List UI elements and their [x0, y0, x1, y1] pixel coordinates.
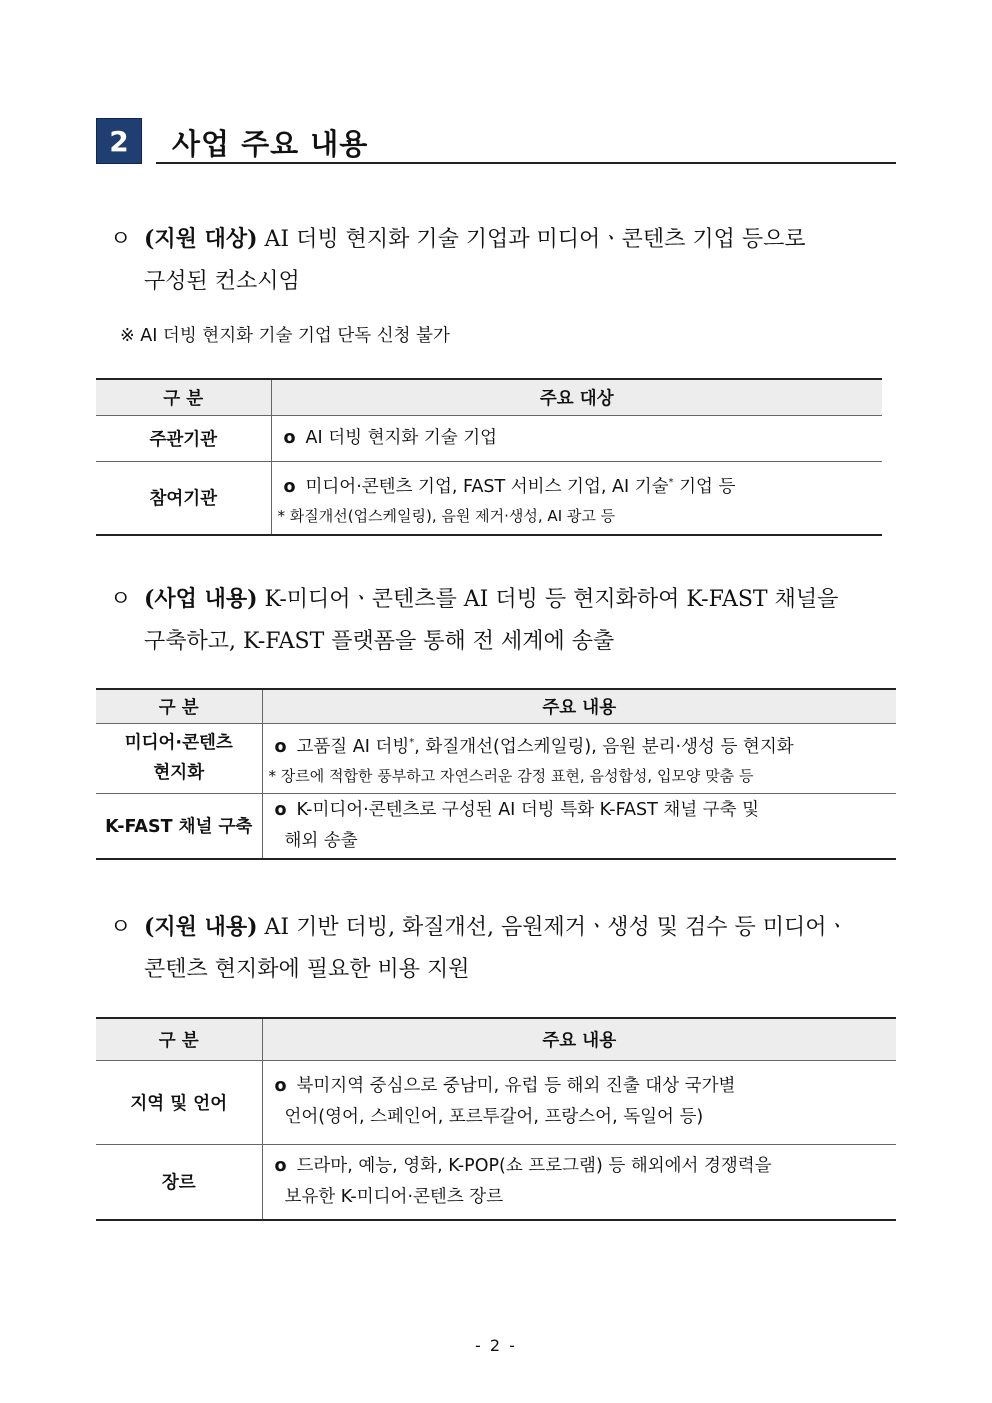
row-content [262, 723, 896, 793]
footnote-mark: * [668, 476, 674, 488]
page-number: - 2 - [475, 1336, 517, 1355]
table-header-row [96, 689, 896, 723]
table-header-row [96, 379, 882, 415]
circle-bullet-icon: o [274, 1155, 287, 1176]
table-row [96, 723, 896, 793]
paragraph-text-continued: 콘텐츠 현지화에 필요한 비용 지원 [144, 957, 470, 982]
support-content-paragraph [110, 906, 900, 991]
row-label: K-FAST 채널 구축 [96, 793, 262, 859]
row-text: 드라마, 예능, 영화, K-POP(쇼 프로그램) 등 해외에서 경쟁력을 [296, 1155, 772, 1176]
table-row [96, 461, 882, 535]
row-text-continued: 보유한 K-미디어·콘텐츠 장르 [284, 1186, 504, 1207]
header-category: 구 분 [96, 1018, 262, 1060]
paragraph-lead: (지원 대상) [144, 226, 258, 252]
section-number: 2 [96, 118, 142, 164]
header-main: 주요 내용 [262, 1018, 896, 1060]
section-underline [156, 162, 896, 164]
row-note: * 화질개선(업스케일링), 음원 제거·생성, AI 광고 등 [277, 506, 616, 525]
row-label [96, 723, 262, 793]
row-text: AI 더빙 현지화 기술 기업 [305, 427, 498, 448]
circle-bullet-icon: o [274, 799, 287, 820]
table-row [96, 1060, 896, 1144]
footnote-mark: * [409, 737, 415, 749]
support-target-paragraph [110, 218, 900, 303]
row-label: 지역 및 언어 [96, 1060, 262, 1144]
circle-bullet-icon: ㅇ [110, 227, 132, 252]
table-header-row [96, 1018, 896, 1060]
row-text-continued: 해외 송출 [284, 830, 358, 851]
row-label: 장르 [96, 1144, 262, 1220]
row-text: 기업 등 [673, 476, 736, 497]
circle-bullet-icon: o [283, 476, 296, 497]
support-target-note: ※ AI 더빙 현지화 기술 기업 단독 신청 불가 [120, 326, 450, 346]
row-label-line: 현지화 [153, 763, 205, 783]
header-category: 구 분 [96, 379, 271, 415]
row-content [262, 793, 896, 859]
paragraph-lead: (사업 내용) [144, 586, 258, 612]
row-text: 고품질 AI 더빙 [296, 736, 410, 757]
row-text: 미디어·콘텐츠 기업, FAST 서비스 기업, AI 기술 [305, 476, 669, 497]
circle-bullet-icon: o [274, 736, 287, 757]
header-main: 주요 대상 [271, 379, 882, 415]
table-row [96, 415, 882, 461]
content-table [96, 688, 896, 860]
table-row [96, 1144, 896, 1220]
row-note: * 장르에 적합한 풍부하고 자연스러운 감정 표현, 음성합성, 입모양 맞춤 등 [268, 766, 754, 785]
row-text-continued: 언어(영어, 스페인어, 포르투갈어, 프랑스어, 독일어 등) [284, 1107, 704, 1127]
row-text: 북미지역 중심으로 중남미, 유럽 등 해외 진출 대상 국가별 [296, 1076, 736, 1096]
paragraph-text: K-미디어ㆍ콘텐츠를 AI 더빙 등 현지화하여 K-FAST 채널을 [257, 587, 839, 612]
circle-bullet-icon: ㅇ [110, 587, 132, 612]
circle-bullet-icon: ㅇ [110, 915, 132, 940]
row-content [271, 461, 882, 535]
paragraph-text-continued: 구성된 컨소시엄 [144, 269, 300, 294]
row-content [262, 1060, 896, 1144]
row-label-line: 미디어·콘텐츠 [124, 733, 233, 753]
section-title: 사업 주요 내용 [172, 127, 369, 161]
paragraph-lead: (지원 내용) [144, 914, 258, 940]
paragraph-text: AI 기반 더빙, 화질개선, 음원제거ㆍ생성 및 검수 등 미디어ㆍ [257, 915, 848, 940]
row-label: 참여기관 [96, 461, 271, 535]
header-main: 주요 내용 [262, 689, 896, 723]
row-content [262, 1144, 896, 1220]
row-label: 주관기관 [96, 415, 271, 461]
support-table [96, 1017, 896, 1221]
row-text: K-미디어·콘텐츠로 구성된 AI 더빙 특화 K-FAST 채널 구축 및 [296, 799, 760, 820]
row-content [271, 415, 882, 461]
circle-bullet-icon: o [274, 1076, 287, 1096]
header-category: 구 분 [96, 689, 262, 723]
paragraph-text-continued: 구축하고, K-FAST 플랫폼을 통해 전 세계에 송출 [144, 629, 615, 654]
table-row [96, 793, 896, 859]
business-content-paragraph [110, 578, 900, 663]
target-table [96, 378, 882, 536]
circle-bullet-icon: o [283, 427, 296, 448]
paragraph-text: AI 더빙 현지화 기술 기업과 미디어ㆍ콘텐츠 기업 등으로 [257, 227, 806, 252]
row-text: , 화질개선(업스케일링), 음원 분리·생성 등 현지화 [414, 736, 794, 757]
